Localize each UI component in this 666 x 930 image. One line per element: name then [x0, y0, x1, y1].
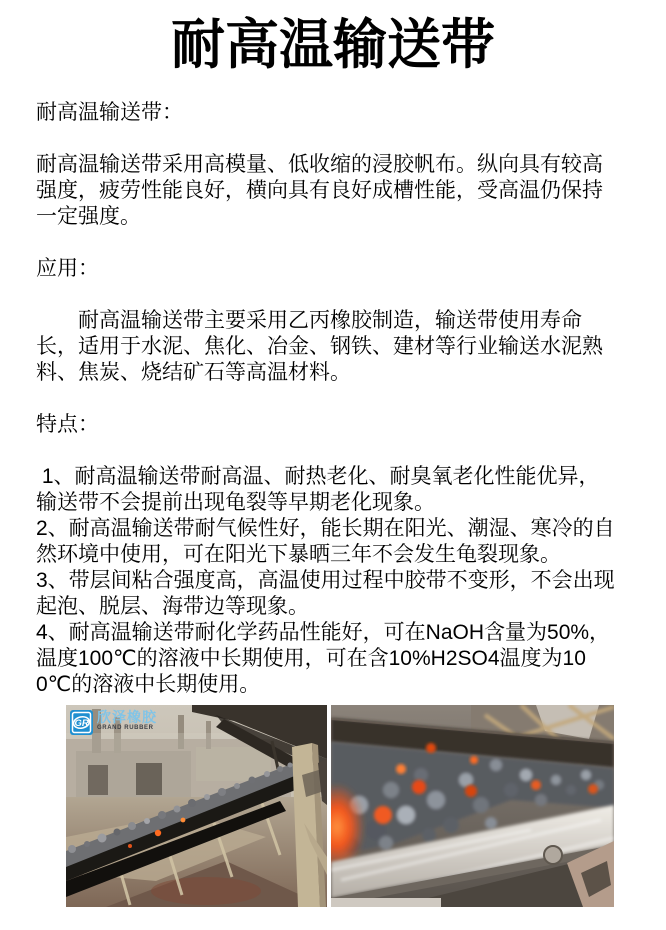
feature-item-4: 4、耐高温输送带耐化学药品性能好，可在NaOH含量为50%，温度100℃的溶液中长期使用，可在含10%H2SO4温度为100℃的溶液中长期使用。: [36, 621, 611, 696]
feature-item-1: 1、耐高温输送带耐高温、耐热老化、耐臭氧老化性能优异，输送带不会提前出现龟裂等早期老化现象。: [36, 465, 600, 514]
hot-glow-spot: [155, 830, 161, 836]
intro-label: 耐高温输送带：: [36, 101, 183, 124]
photo-hot-material-closeup: [331, 705, 614, 907]
features-label: 特点：: [36, 413, 99, 436]
logo-gr-icon: [70, 710, 93, 735]
idler-roller: [544, 846, 562, 864]
photo-row: [0, 705, 666, 907]
body-text: [0, 78, 666, 698]
feature-item-3: 3、带层间粘合强度高，高温使用过程中胶带不变形，不会出现起泡、脱层、海带边等现象。: [36, 569, 615, 618]
application-paragraph: 耐高温输送带主要采用乙丙橡胶制造，输送带使用寿命长，适用于水泥、焦化、冶金、钢铁、建材等行业输送水泥熟料、焦炭、烧结矿石等高温材料。: [36, 309, 603, 384]
logo-company-en: GRAND RUBBER: [97, 725, 154, 731]
photo-conveyor-plant: [66, 705, 327, 907]
feature-item-2: 2、耐高温输送带耐气候性好，能长期在阳光、潮湿、寒冷的自然环境中使用，可在阳光下暴晒三年不会发生龟裂现象。: [36, 517, 615, 566]
features-list: [36, 464, 616, 698]
conveyor-plant-illustration: [66, 705, 327, 907]
logo-company-cn: 欣泽橡胶: [97, 709, 157, 725]
svg-text:GR: GR: [74, 718, 89, 729]
logo-text: [97, 710, 157, 732]
hot-material-illustration: [331, 705, 614, 907]
page-title: 耐高温输送带: [171, 15, 495, 75]
application-label: 应用：: [36, 257, 99, 280]
intro-paragraph: 耐高温输送带采用高模量、低收缩的浸胶帆布。纵向具有较高强度，疲劳性能良好，横向具有良好成槽性能，受高温仍保持一定强度。: [36, 153, 603, 228]
brand-logo: [70, 710, 157, 735]
